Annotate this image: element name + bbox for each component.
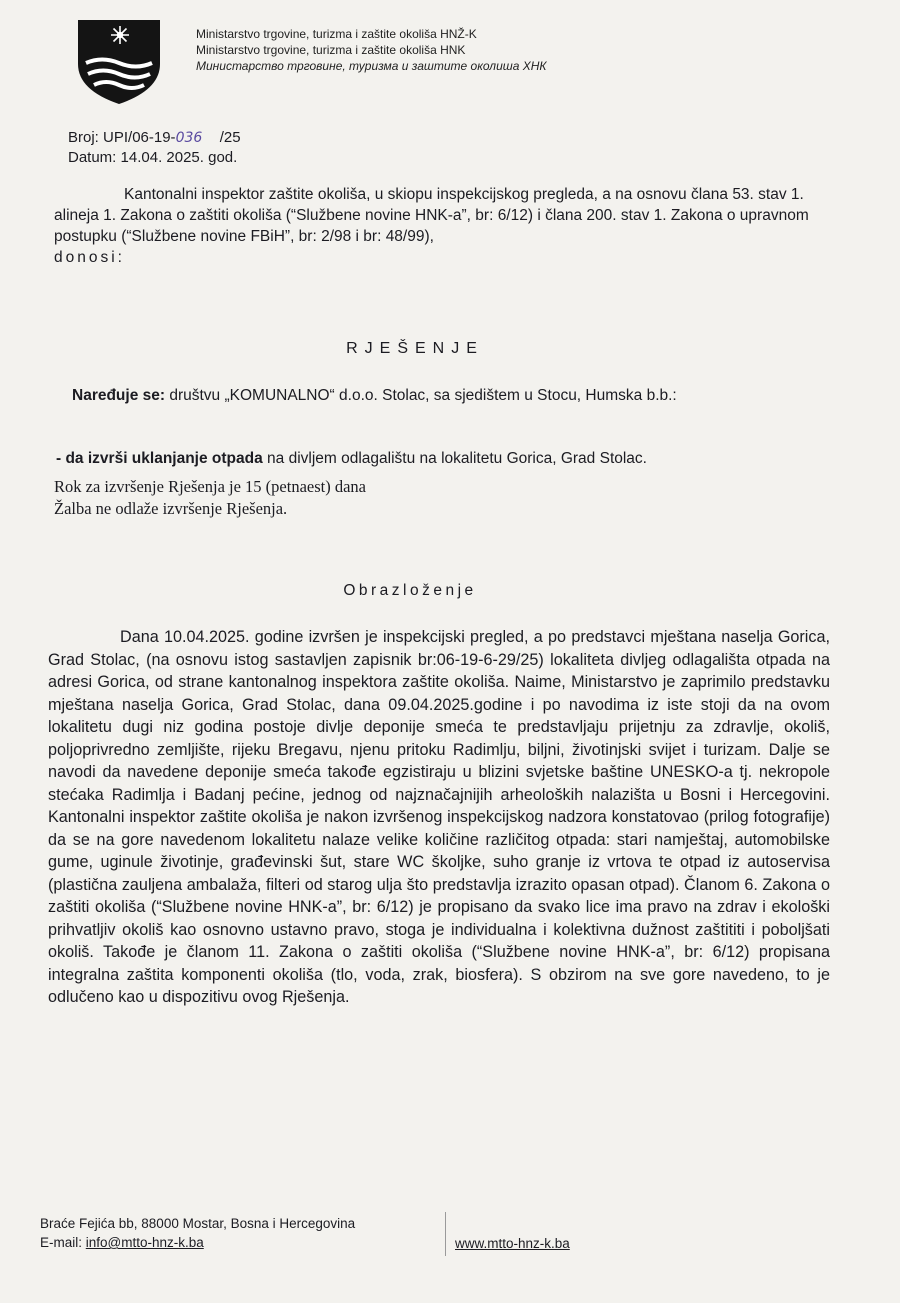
broj-handwritten: 036 bbox=[175, 130, 203, 146]
task-line bbox=[56, 450, 647, 468]
broj-value: UPI/06-19- bbox=[103, 129, 176, 146]
datum-label: Datum: bbox=[68, 149, 117, 166]
document-meta bbox=[68, 128, 241, 168]
reasoning-body bbox=[48, 626, 830, 1009]
ministry-header bbox=[196, 26, 546, 74]
donosi-label: donosi: bbox=[54, 249, 125, 266]
email-label: E-mail: bbox=[40, 1235, 86, 1250]
coat-of-arms-logo bbox=[76, 18, 162, 106]
email-link[interactable]: info@mtto-hnz-k.ba bbox=[85, 1235, 204, 1250]
order-text: društvu „KOMUNALNO“ d.o.o. Stolac, sa sjedištem u Stocu, Humska b.b.: bbox=[165, 387, 677, 404]
document-date bbox=[68, 148, 241, 168]
task-text: na divljem odlagalištu na lokalitetu Gorica, Grad Stolac. bbox=[262, 450, 647, 467]
legal-basis-intro bbox=[54, 184, 844, 268]
appeal-line: Žalba ne odlaže izvršenje Rješenja. bbox=[54, 499, 288, 518]
datum-value: 14.04. 2025. god. bbox=[120, 149, 238, 166]
footer-email-line bbox=[40, 1233, 355, 1252]
ministry-name-line-2: Ministarstvo trgovine, turizma i zaštite okoliša HNK bbox=[196, 43, 466, 57]
footer-divider bbox=[445, 1212, 446, 1256]
decision-title: RJEŠENJE bbox=[346, 340, 484, 357]
website-link[interactable]: www.mtto-hnz-k.ba bbox=[455, 1236, 570, 1251]
legal-basis-text: Kantonalni inspektor zaštite okoliša, u skiopu inspekcijskog pregleda, a na osnovu člana 53. stav 1. alineja 1. Zakona o zaštiti okoliša (“Službene novine HNK-a”, br: 6/12) i člana 200. stav 1. Zakona o upravnom postupku (“Službene novine FBiH”, br: 2/98 i br: 48/99), bbox=[54, 186, 809, 245]
reasoning-paragraph: Dana 10.04.2025. godine izvršen je inspekcijski pregled, a po predstavci mještana naselja Gorica, Grad Stolac, (na osnovu istog sastavljen zapisnik br:06-19-6-29/25) lokaliteta divljeg odlagališta otpada na adresi Gorica, od strane kantonalnog inspektora zaštite okoliša. Naime, Ministarstvo je zaprimilo predstavku mještana naselja Gorica, Grad Stolac, dana 09.04.2025.godine i po navodima iz iste stoji da na ovom lokalitetu dugi niz godina postoje divlje deponije smeća te predstavljaju prijetnju za zdravlje, okoliš, poljoprivredno zemljište, rijeku Bregavu, njenu pritoku Radimlju, biljni, životinjski svijet i turizam. Dalje se navodi da navedene deponije smeća takođe egzistiraju u blizini svjetske baštine UNESKO-a tj. nekropole stećaka Radimlja i Badanj pećine, jednog od najznačajnijih arheoloških nalazišta u Bosni i Hercegovini. Kantonalni inspektor zaštite okoliša je nakon izvršenog inspekcijskog nadzora konstatovao (prilog fotografije) da se na gore navedenom lokalitetu nalaze velike količine različitog otpada: stari namještaj, automobilske gume, uginule životinje, građevinski šut, stare WC školjke, suho granje iz vrtova te otpad iz autoservisa (plastična zauljena ambalaža, filteri od starog ulja što predstavlja izrazito opasan otpad). Članom 6. Zakona o zaštiti okoliša (“Službene novine HNK-a”, br: 6/12) je propisano da svako lice ima pravo na zdrav i ekološki prihvatljiv okoliš kao osnovno ustavno pravo, stoga je individualna i kolektivna dužnost zaštititi i poboljšati okoliš. Takođe je članom 11. Zakona o zaštiti okoliša (“Službene novine HNK-a”, br: 6/12) propisana integralna zaštita komponenti okoliša (tlo, voda, zrak, biosfera). S obzirom na sve gore navedeno, to je odlučeno kao u dispozitivu ovog Rješenja. bbox=[48, 628, 830, 1006]
task-label: - da izvrši uklanjanje otpada bbox=[56, 450, 263, 467]
order-label: Naređuje se: bbox=[72, 387, 166, 404]
ministry-name-cyrillic: Министарство трговине, туризма и заштите околиша ХНК bbox=[196, 59, 547, 73]
broj-suffix: /25 bbox=[219, 129, 241, 146]
reasoning-title: Obrazloženje bbox=[343, 582, 477, 599]
deadline-line: Rok za izvršenje Rješenja je 15 (petnaest) dana bbox=[54, 477, 367, 496]
footer-website bbox=[455, 1236, 570, 1251]
reference-number bbox=[68, 128, 241, 148]
deadline-block bbox=[54, 476, 366, 520]
footer-address: Braće Fejića bb, 88000 Mostar, Bosna i Hercegovina bbox=[40, 1216, 356, 1231]
order-line bbox=[72, 387, 677, 405]
broj-label: Broj: bbox=[68, 129, 99, 146]
footer-contact bbox=[40, 1214, 355, 1252]
star-icon bbox=[111, 26, 129, 44]
ministry-name-line-1: Ministarstvo trgovine, turizma i zaštite okoliša HNŽ-K bbox=[196, 27, 477, 41]
